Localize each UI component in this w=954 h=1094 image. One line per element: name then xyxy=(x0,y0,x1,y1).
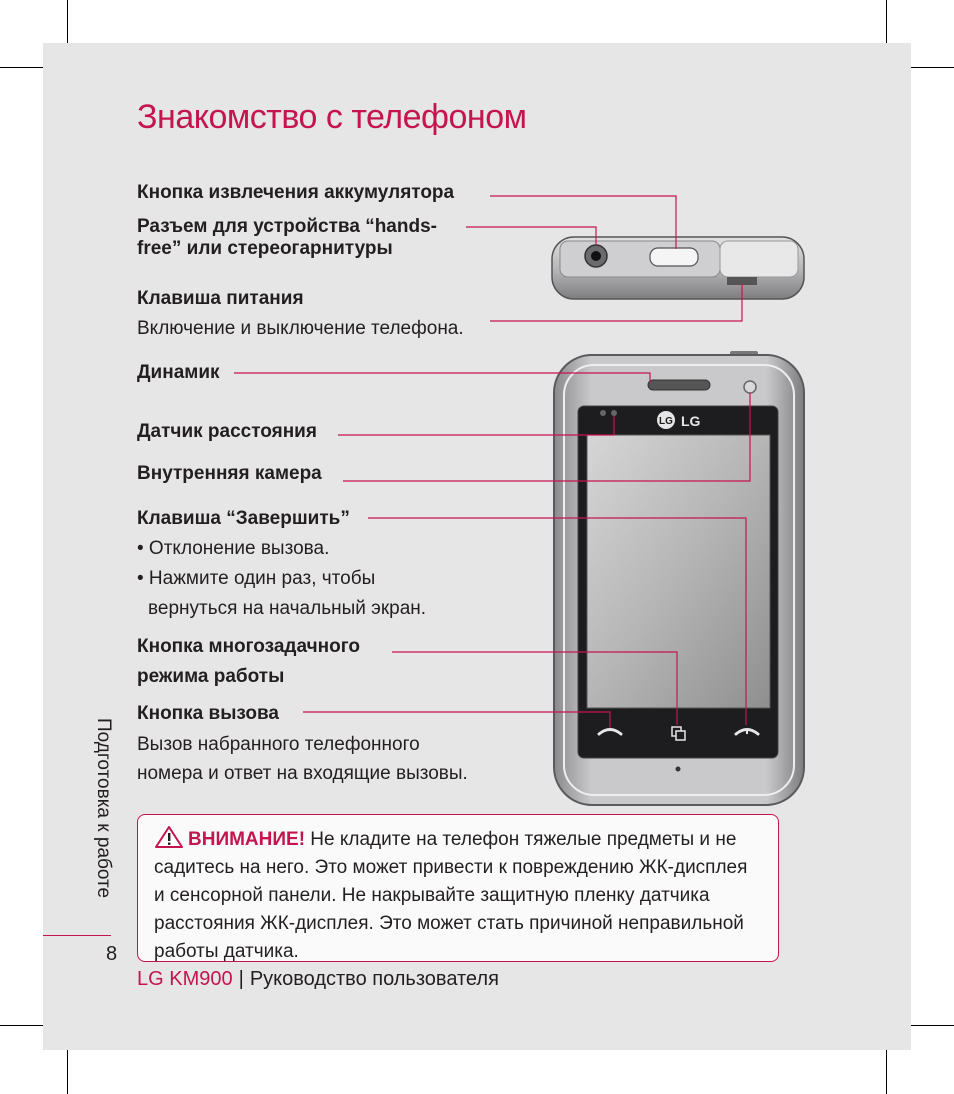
warning-text-3: и сенсорной панели. Не накрывайте защитную пленку датчика xyxy=(154,885,710,906)
label-speaker: Динамик xyxy=(137,362,220,383)
warning-line1 xyxy=(154,825,774,854)
touch-screen xyxy=(587,435,770,708)
section-label: Подготовка к работе xyxy=(93,718,114,899)
label-call-desc-line2: номера и ответ на входящие вызовы. xyxy=(137,763,468,784)
label-battery-release: Кнопка извлечения аккумулятора xyxy=(137,182,455,203)
warning-text-5: работы датчика. xyxy=(154,941,299,962)
phone-top-view xyxy=(552,237,804,299)
speaker-grille xyxy=(648,380,710,390)
label-handsfree-line1: Разъем для устройства “hands- xyxy=(137,216,437,237)
svg-text:LG: LG xyxy=(681,413,701,429)
warning-text-2: садитесь на него. Это может привести к повреждению ЖК-дисплея xyxy=(154,857,748,878)
label-multitask-line2: режима работы xyxy=(137,666,285,687)
label-power-title: Клавиша питания xyxy=(137,288,304,309)
footer xyxy=(137,968,499,991)
phone-front-view xyxy=(554,351,804,805)
warning-triangle-icon xyxy=(154,825,184,849)
label-power-desc: Включение и выключение телефона. xyxy=(137,318,464,339)
label-end-bullet2-line1: • Нажмите один раз, чтобы xyxy=(137,568,376,589)
warning-heading: ВНИМАНИЕ! xyxy=(188,829,306,850)
label-proximity: Датчик расстояния xyxy=(137,421,317,442)
label-end-title: Клавиша “Завершить” xyxy=(137,508,350,529)
battery-release-button xyxy=(650,248,698,266)
front-camera-icon xyxy=(744,381,756,393)
label-end-bullet2-line2: вернуться на начальный экран. xyxy=(148,598,427,619)
warning-text-1: Не кладите на телефон тяжелые предметы и не xyxy=(305,829,737,850)
footer-separator: | xyxy=(238,968,244,990)
warning-box xyxy=(137,814,779,962)
footer-guide: Руководство пользователя xyxy=(249,968,499,990)
label-call-title: Кнопка вызова xyxy=(137,703,279,724)
footer-model: LG KM900 xyxy=(137,968,233,990)
page-number: 8 xyxy=(106,943,118,965)
label-front-camera: Внутренняя камера xyxy=(137,463,322,484)
svg-text:LG: LG xyxy=(659,416,673,427)
page-title: Знакомство с телефоном xyxy=(137,98,527,136)
warning-text-4: расстояния ЖК-дисплея. Это может стать причиной неправильной xyxy=(154,913,744,934)
section-divider xyxy=(43,935,111,936)
label-call-desc-line1: Вызов набранного телефонного xyxy=(137,734,420,755)
power-key-icon xyxy=(727,277,757,285)
label-handsfree-line2: free” или стереогарнитуры xyxy=(137,238,393,259)
label-multitask-line1: Кнопка многозадачного xyxy=(137,636,360,657)
label-end-bullet1: • Отклонение вызова. xyxy=(137,538,330,559)
